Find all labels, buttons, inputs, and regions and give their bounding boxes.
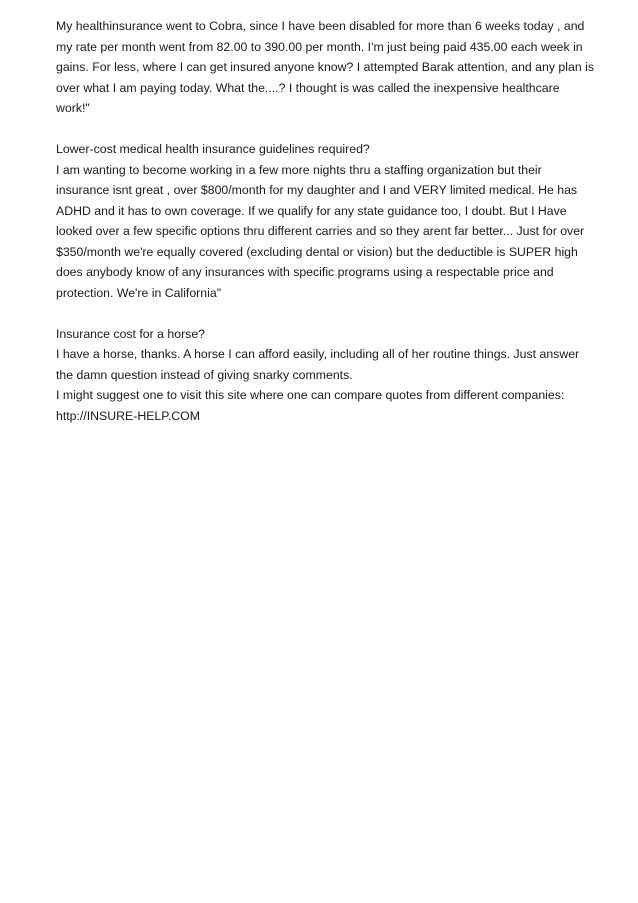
intro-paragraph: My healthinsurance went to Cobra, since I have been disabled for more than 6 weeks today , and my rate per month went from 82.00 to 390.00 per month. I'm just being paid 435.00 each week in gains. For less, where I can get insured anyone know? I attempted Barak attention, and any plan is over what I am paying today. What the....? I thought is was called the inexpensive healthcare work!" bbox=[56, 19, 594, 115]
section-title-lower-cost: Lower-cost medical health insurance guidelines required? bbox=[56, 142, 370, 156]
document-page bbox=[56, 16, 594, 426]
paragraph-gap bbox=[56, 119, 594, 140]
paragraph-gap bbox=[56, 303, 594, 324]
section-title-horse: Insurance cost for a horse? bbox=[56, 326, 206, 341]
section-body-lower-cost: I am wanting to become working in a few more nights thru a staffing organization but their insurance isnt great , over $800/month for my daughter and I and VERY limited medical. He has ADHD and it has to own coverage. If we qualify for any state guidance too, I doubt. But I Have looked over a few specific options thru different carries and so they arent far better... Just for over $350/month we're equally covered (excluding dental or vision) but the deductible is SUPER high does anybody know of any insurances with specific programs using a respectable price and protection. We're in California" bbox=[56, 162, 585, 300]
closing-recommendation: I might suggest one to visit this site where one can compare quotes from different companies: http://INSURE-HELP.COM bbox=[56, 388, 565, 423]
section-body-horse: I have a horse, thanks. A horse I can afford easily, including all of her routine things. Just answer the damn question instead of giving snarky comments. bbox=[56, 347, 580, 382]
